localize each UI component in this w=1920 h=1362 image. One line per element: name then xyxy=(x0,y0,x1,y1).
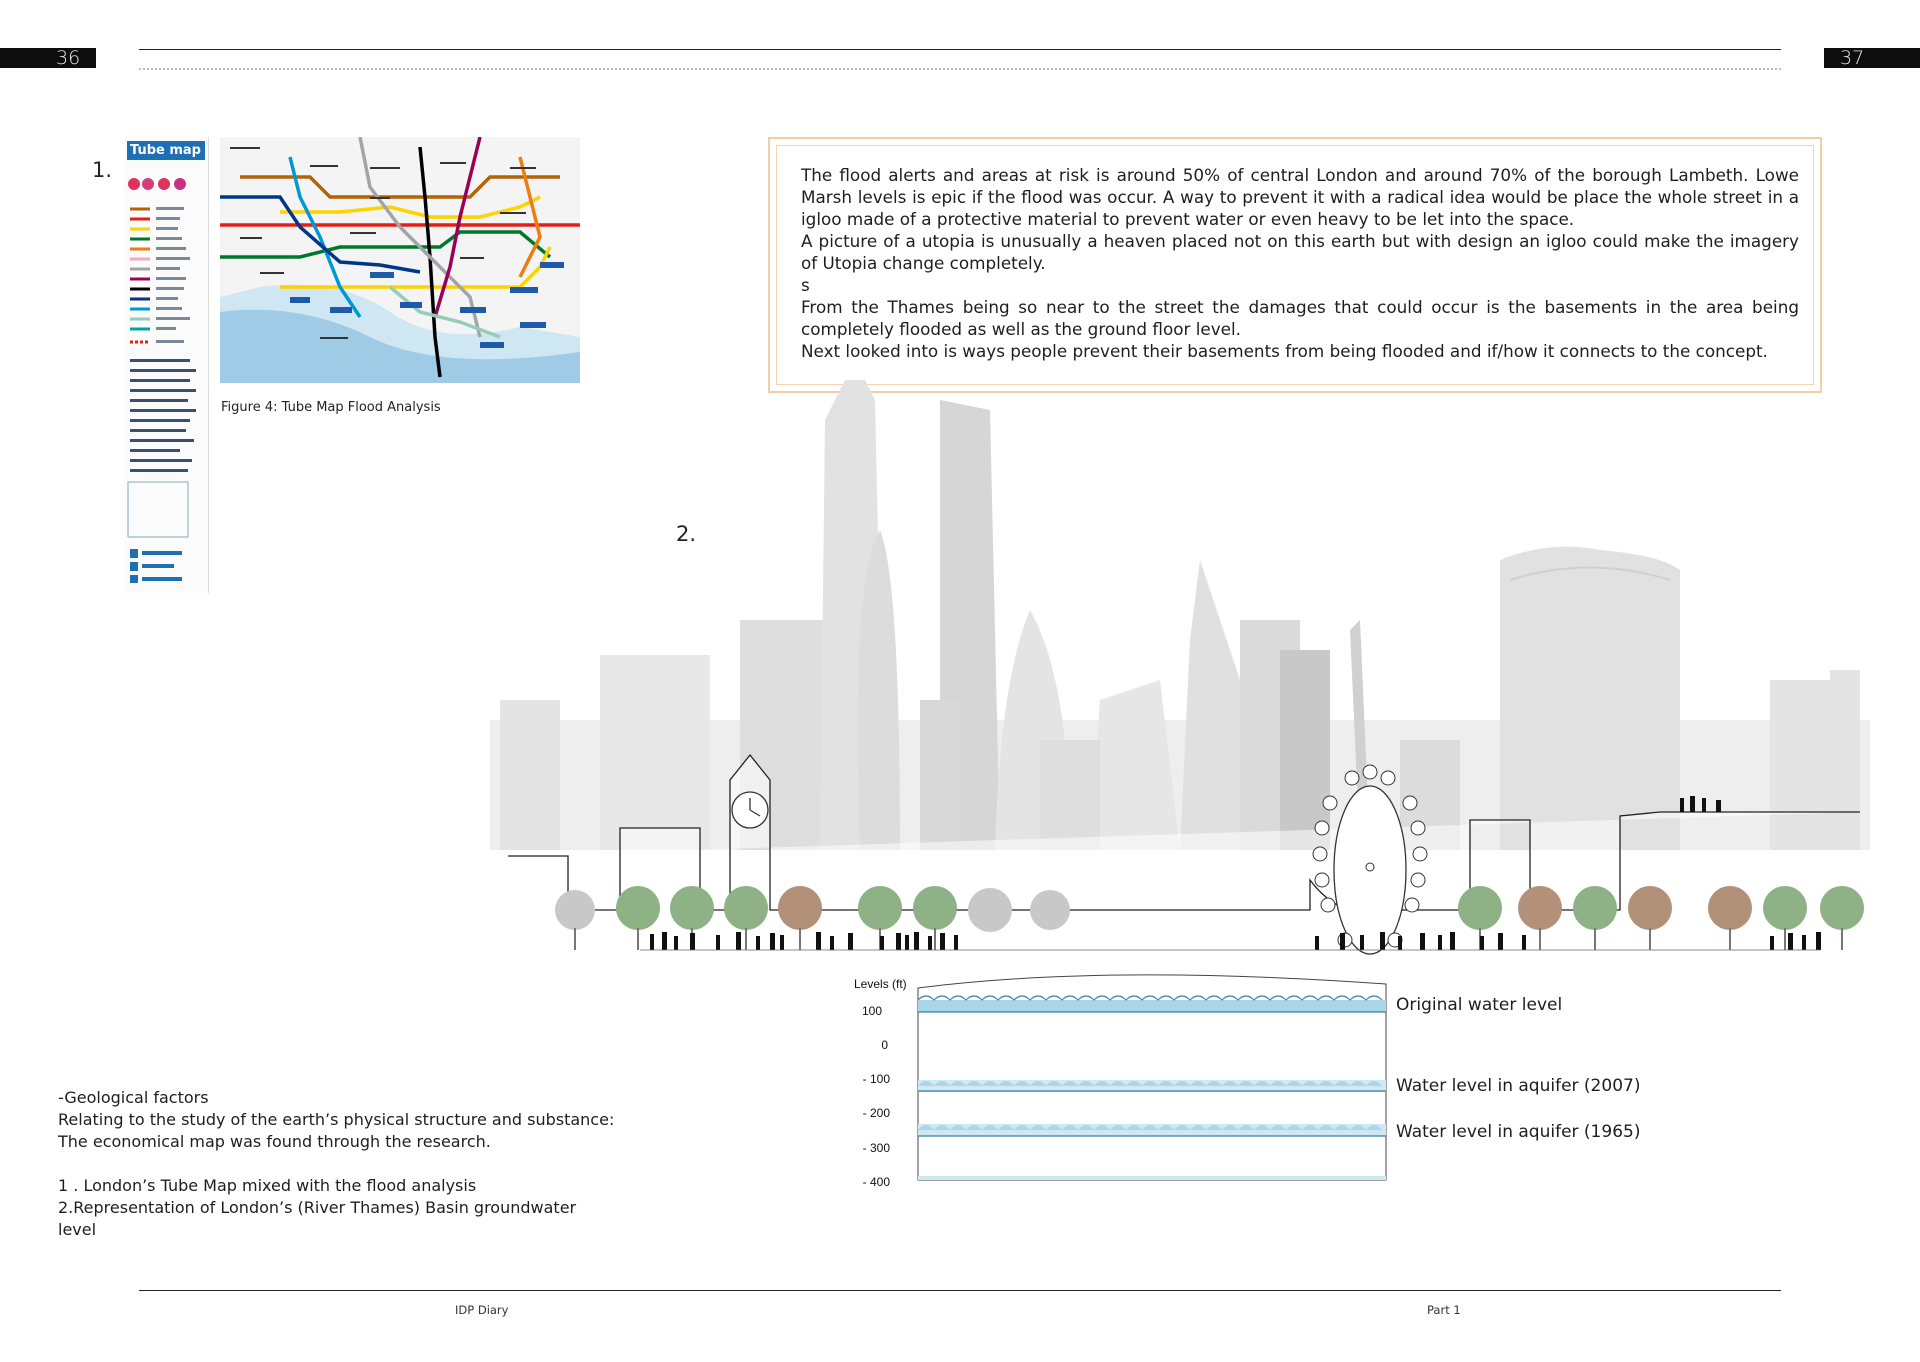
figure-1-caption: Figure 4: Tube Map Flood Analysis xyxy=(221,400,441,415)
levels-axis-title: Levels (ft) xyxy=(854,977,907,991)
analysis-paragraph: The flood alerts and areas at risk is around 50% of central London and around 70% of the borough Lambeth. Lowe Marsh levels is epic if the flood was occur. A way to prevent it with a radical idea would be place the whole street in a igloo made of a protective material to prevent water or even heavy to be let into the space. xyxy=(801,165,1799,229)
header-rule xyxy=(139,49,1781,50)
label-aquifer-2007: Water level in aquifer (2007) xyxy=(1396,1076,1641,1096)
footer-rule xyxy=(139,1290,1781,1291)
page-number-left xyxy=(0,48,96,68)
page-number-left-text: 36 xyxy=(56,47,81,69)
wave-line-2007 xyxy=(918,1081,1382,1086)
tick-label: - 200 xyxy=(862,1106,890,1120)
page-number-right-text: 37 xyxy=(1840,47,1865,69)
skyline-illustration xyxy=(480,380,1880,960)
water-band-original xyxy=(918,1000,1386,1012)
footer-left-label: IDP Diary xyxy=(455,1303,509,1317)
analysis-paragraph: Next looked into is ways people prevent their basements from being flooded and if/how it connects to the concept. xyxy=(801,341,1768,361)
geological-list-item: 1 . London’s Tube Map mixed with the flood analysis xyxy=(58,1176,477,1195)
analysis-paragraph: From the Thames being so near to the street the damages that could occur is the basements in the area being completely flooded as well as the ground floor level. xyxy=(801,297,1799,339)
tube-map-legend xyxy=(124,137,209,593)
wave-line-1965 xyxy=(918,1125,1382,1130)
geological-heading: -Geological factors xyxy=(58,1088,209,1107)
geological-line: Relating to the study of the earth’s physical structure and substance: xyxy=(58,1110,615,1129)
tube-map-drawing xyxy=(220,137,580,383)
tick-label: - 300 xyxy=(862,1141,890,1155)
water-band-bottom xyxy=(918,1176,1386,1180)
tube-map-image xyxy=(220,137,580,383)
water-level-chart xyxy=(850,970,1390,1190)
figure-1-number: 1. xyxy=(92,158,113,182)
tube-map-legend-lines xyxy=(124,164,208,584)
tube-map-legend-title: Tube map xyxy=(127,141,205,160)
footer-right-label: Part 1 xyxy=(1427,1303,1461,1317)
analysis-paragraph: A picture of a utopia is unusually a heaven placed not on this earth but with design an igloo could make the imagery of Utopia change completely. xyxy=(801,231,1799,273)
tick-label: 100 xyxy=(861,1004,882,1018)
geological-blank-line xyxy=(58,1153,618,1175)
tick-label: - 400 xyxy=(862,1175,890,1189)
tick-label: - 100 xyxy=(862,1072,890,1086)
geological-list-item: 2.Representation of London’s (River Thames) Basin groundwater level xyxy=(58,1198,577,1239)
page-number-right xyxy=(1824,48,1920,68)
label-aquifer-1965: Water level in aquifer (1965) xyxy=(1396,1122,1641,1142)
analysis-text xyxy=(801,164,1799,362)
tick-label: 0 xyxy=(881,1038,888,1052)
header-dotted-rule xyxy=(139,68,1781,70)
figure-2-number: 2. xyxy=(676,522,697,546)
label-original-water-level: Original water level xyxy=(1396,995,1563,1015)
analysis-paragraph: s xyxy=(801,275,810,295)
geological-factors-text xyxy=(58,1087,618,1241)
geological-line: The economical map was found through the research. xyxy=(58,1132,491,1151)
